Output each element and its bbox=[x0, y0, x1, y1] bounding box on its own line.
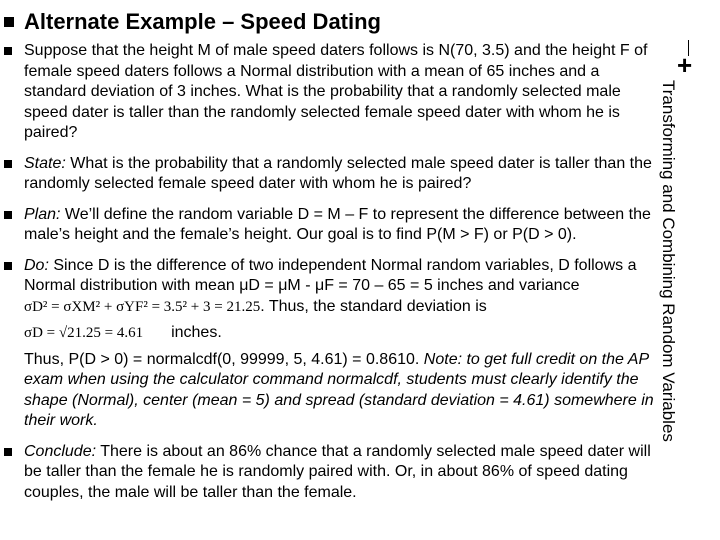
conclude-label: Conclude: bbox=[24, 442, 97, 460]
sd-unit: inches. bbox=[171, 324, 222, 341]
do-text: Since D is the difference of two independent Normal random variables, D follows a Normal distribution with mean μD = μM - μF = 70 – 65 = 5 inches and variance bbox=[24, 256, 637, 294]
title-row bbox=[4, 8, 381, 36]
slide-content bbox=[4, 41, 664, 503]
bullet-icon bbox=[4, 47, 12, 55]
bullet-icon bbox=[4, 448, 12, 456]
do-continuation: Thus, P(D > 0) = normalcdf(0, 99999, 5, 4.61) = 0.8610. bbox=[24, 350, 420, 368]
state-label: State: bbox=[24, 154, 66, 172]
plus-icon: + bbox=[677, 50, 693, 80]
side-chapter-title: Transforming and Combining Random Variables bbox=[659, 80, 678, 442]
bullet-icon bbox=[4, 262, 12, 270]
sd-formula: σD = √21.25 = 4.61 bbox=[24, 325, 144, 341]
bullet-item-do bbox=[4, 256, 664, 432]
bullet-item-state bbox=[4, 154, 664, 195]
sd-line bbox=[24, 323, 664, 344]
plan-label: Plan: bbox=[24, 205, 61, 223]
bullet-icon bbox=[4, 211, 12, 219]
variance-formula: σD² = σXM² + σYF² = 3.5² + 3 = 21.25 bbox=[24, 298, 261, 315]
bullet-icon bbox=[4, 17, 14, 27]
slide-title: Alternate Example – Speed Dating bbox=[24, 9, 381, 34]
bullet-icon bbox=[4, 160, 12, 168]
state-text: What is the probability that a randomly selected male speed dater is taller than the randomly selected female speed dater with whom he is paired? bbox=[24, 154, 652, 192]
do-continuation-block bbox=[24, 350, 664, 432]
intro-text: Suppose that the height M of male speed daters follows is N(70, 3.5) and the height F of female speed daters follows a Normal distribution with a mean of 65 inches and a standard deviation of 3 inches. What is the probability that a randomly selected male speed dater is taller than the randomly selected female speed dater with whom he is paired? bbox=[24, 42, 648, 141]
bullet-item-plan bbox=[4, 205, 664, 246]
do-label: Do: bbox=[24, 256, 49, 274]
bullet-item-conclude bbox=[4, 442, 664, 504]
plan-text: We’ll define the random variable D = M – F to represent the difference between the male’s height and the female’s height. Our goal is to find P(M > F) or P(D > 0). bbox=[24, 205, 651, 243]
do-note: Note: to get full credit on the AP exam when using the calculator command normalcdf, students must clearly identify the shape (Normal), center (mean = 5) and spread (standard deviation = 4.61) somewhere in their work. bbox=[24, 350, 654, 429]
conclude-text: There is about an 86% chance that a randomly selected male speed dater will be taller than the female he is randomly paired with. Or, in about 86% of speed dating couples, the male will be taller than the female. bbox=[24, 442, 651, 501]
do-after-variance: . Thus, the standard deviation is bbox=[260, 297, 487, 315]
bullet-item-intro bbox=[4, 41, 664, 144]
